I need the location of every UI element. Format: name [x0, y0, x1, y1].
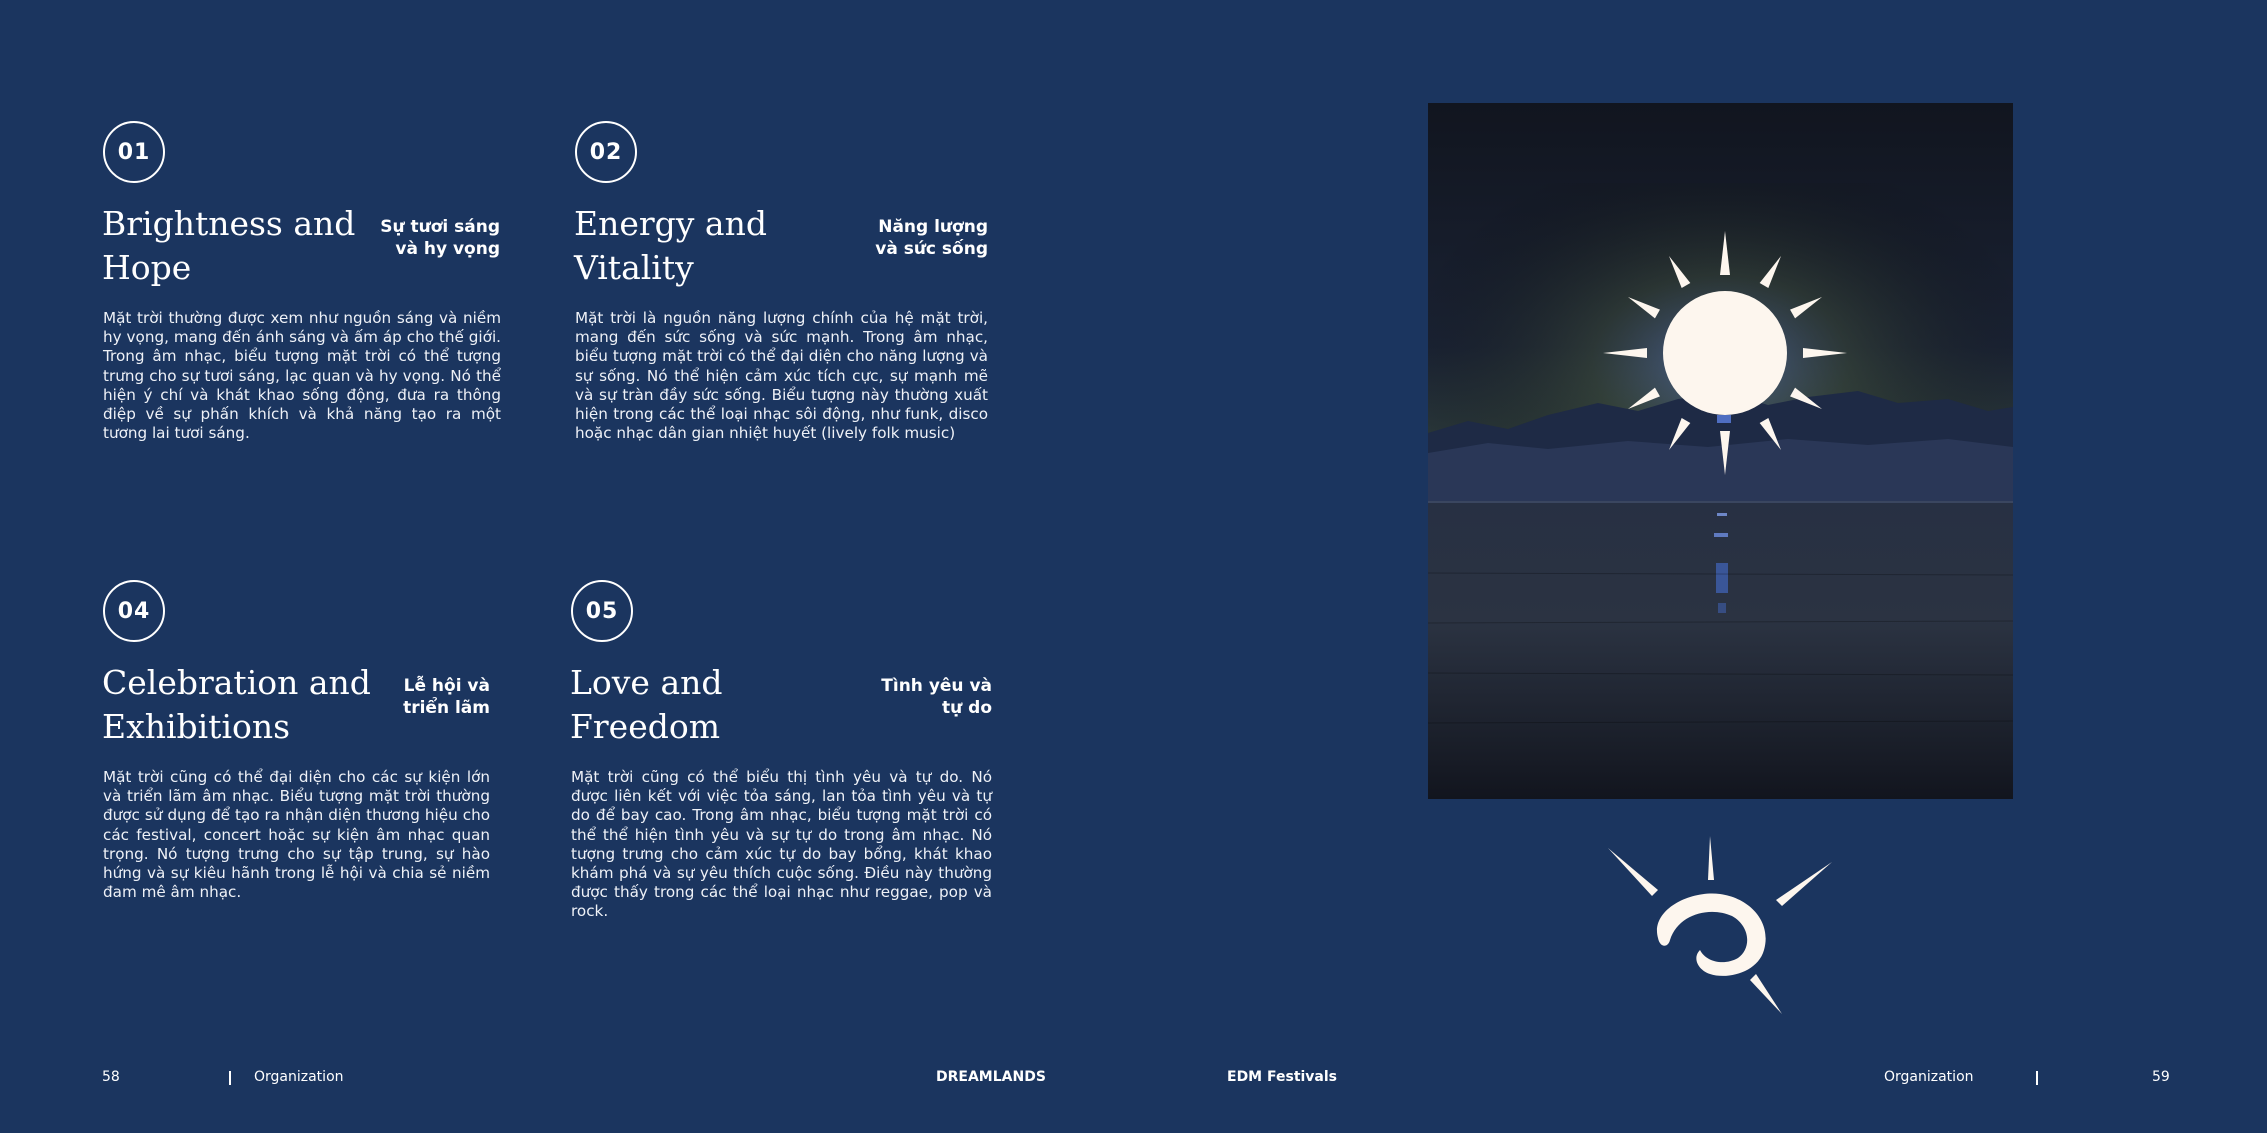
section-body: Mặt trời cũng có thể biểu thị tình yêu và tự do. Nó được liên kết với việc tỏa sáng, lan tỏa tình yêu và tự do để bay cao. Trong âm nhạc, biểu tượng mặt trời có thể thể hiện tình yêu và sự tự do trong âm nhạc. Nó tượng trưng cho cảm xúc tự do bay bổng, khát khao khám phá và sự yêu thích cuộc sống. Điều này thường được thấy trong các thể loại nhạc như reggae, pop và rock. — [571, 768, 992, 921]
footer-topic: EDM Festivals — [1227, 1069, 1338, 1085]
section-number-badge: 05 — [571, 580, 633, 642]
section-body: Mặt trời cũng có thể đại diện cho các sự kiện lớn và triển lãm âm nhạc. Biểu tượng mặt trời thường được sử dụng để tạo ra nhận diện thương hiệu cho các festival, concert hoặc sự kiện âm nhạc quan trọng. Nó tượng trưng cho sự tập trung, sự hào hứng và sự kiêu hãnh trong lễ hội và chia sẻ niềm đam mê âm nhạc. — [103, 768, 490, 902]
right-footer-section: Organization — [1884, 1069, 1974, 1085]
section-title: Celebration and Exhibitions — [102, 663, 371, 746]
right-footer-divider — [2036, 1071, 2038, 1085]
footer-brand: DREAMLANDS — [936, 1069, 1046, 1085]
section-title: Love and Freedom — [570, 663, 723, 746]
sun-over-lake-photo — [1428, 103, 2013, 799]
section-vn-title: Tình yêu và tự do — [881, 676, 992, 718]
section-vn-title: Năng lượng và sức sống — [875, 217, 988, 259]
photo-illustration — [1428, 103, 2013, 799]
left-footer-divider — [229, 1071, 231, 1085]
section-number-badge: 01 — [103, 121, 165, 183]
left-footer-section: Organization — [254, 1069, 344, 1085]
section-body: Mặt trời là nguồn năng lượng chính của hệ mặt trời, mang đến sức sống và sức mạnh. Trong âm nhạc, biểu tượng mặt trời có thể đại diện cho năng lượng và sự sống. Nó thể hiện cảm xúc tích cực, sự mạnh mẽ và sự tràn đầy sức sống. Biểu tượng này thường xuất hiện trong các thể loại nhạc sôi động, như funk, disco hoặc nhạc dân gian nhiệt huyết (lively folk music) — [575, 309, 988, 443]
section-number-badge: 02 — [575, 121, 637, 183]
sun-swirl-logo-icon — [1600, 830, 1840, 1020]
section-body: Mặt trời thường được xem như nguồn sáng và niềm hy vọng, mang đến ánh sáng và ấm áp cho thế giới. Trong âm nhạc, biểu tượng mặt trời có thể tượng trưng cho sự tươi sáng, lạc quan và hy vọng. Nó thể hiện ý chí và khát khao sống động, đưa ra thông điệp về sự phấn khích và khả năng tạo ra một tương lai tươi sáng. — [103, 309, 501, 443]
logo-svg — [1600, 830, 1840, 1020]
section-title: Brightness and Hope — [102, 204, 356, 287]
section-title: Energy and Vitality — [574, 204, 767, 287]
right-page-number: 59 — [2152, 1069, 2170, 1085]
section-number-badge: 04 — [103, 580, 165, 642]
left-page-number: 58 — [102, 1069, 120, 1085]
section-vn-title: Sự tươi sáng và hy vọng — [380, 217, 500, 259]
section-vn-title: Lễ hội và triển lãm — [403, 676, 490, 718]
